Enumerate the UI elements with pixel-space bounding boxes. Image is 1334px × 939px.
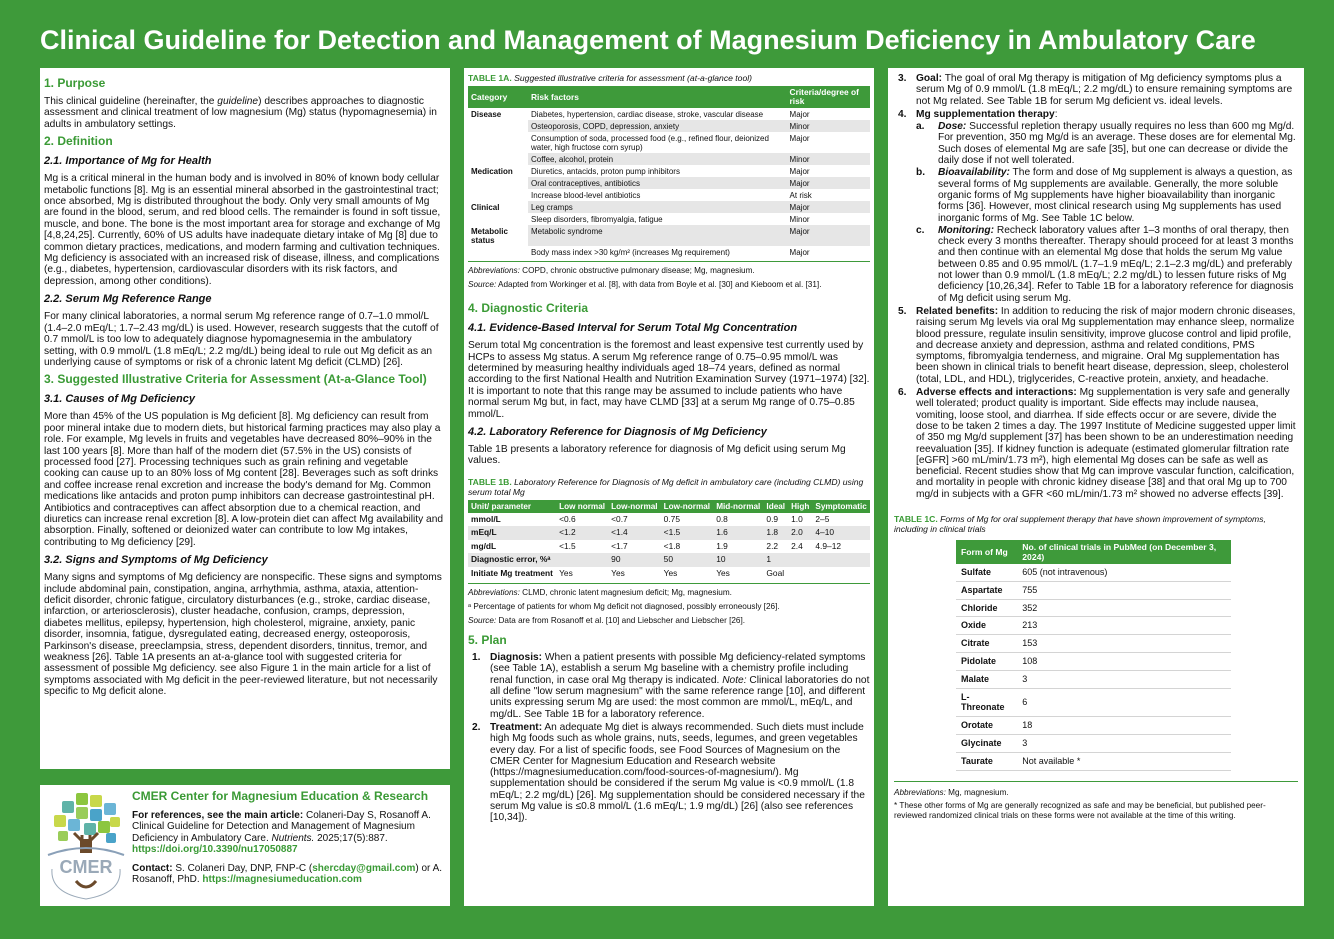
table-cell: Body mass index >30 kg/m² (increases Mg requirement)	[531, 247, 730, 257]
table-cell	[812, 553, 870, 567]
table-cell: mg/dL	[471, 540, 497, 551]
table-1b-caption: TABLE 1B. Laboratory Reference for Diagnosis of Mg deficit in ambulatory care (including CLMD) using serum total Mg	[468, 476, 864, 497]
plan-item-adverse-effects: 6. Adverse effects and interactions: Mg supplementation is very safe and generally well tolerated; product quality is important. Side effects may include nausea, vomiting, loose stool, and diarrhea. If side effects occur or are severe, divide the dose to be taken 2 times a day. The 1997 Institute of Medicine suggested upper limit of 350 mg Mg/d supplement [37] has been shown to be an underestimation needing reevaluation [35]. If kidney function is adequate (estimated glomerular filtration rate [eGFR] >60 mL/min/1.73 m²), high elemental Mg doses can be safe as well as beneficial. Recent studies show that Mg can improve vascular function, calcification, and mortality in people with chronic kidney disease [38] and that oral Mg up to 700 mg/d in subjects with a GFR <60 mL/min/1.73 m² showed no adverse effects [39].	[898, 387, 1296, 500]
table-cell: <0.7	[611, 513, 628, 524]
table-cell: 10	[713, 553, 763, 567]
table-cell: Yes	[611, 567, 625, 578]
table-cell: 4.9–12	[815, 540, 842, 551]
table-cell: 153	[1017, 635, 1231, 653]
table-row	[956, 652, 1231, 670]
table-1c-abbreviations: Abbreviations: Mg, magnesium.	[894, 787, 1009, 797]
purpose-text: This clinical guideline (hereinafter, the guideline) describes approaches to diagnostic assessment and clinical treatment of low magnesium (Mg) status (hypomagnesemia) in adults in ambulatory settings.	[44, 96, 437, 130]
plan-item-benefits: 5. Related benefits: In addition to reducing the risk of major modern chronic diseases, raising serum Mg levels via oral Mg supplementation may enhance sleep, normalize blood pressure, regulate insulin sensitivity, improve glucose control and lipid profile, and decrease anxiety and depression, asthma and related conditions, PMS symptoms, fibromyalgia tenderness, and migraine. Oral Mg supplementation has been shown in clinical trials to benefit heart disease, depression, sleep, cholesterol (total, LDL, and HDL), triglycerides, C-reactive protein, anxiety, and headache.	[898, 305, 1296, 385]
interval-heading: 4.1. Evidence-Based Interval for Serum Total Mg Concentration	[468, 322, 798, 335]
table-cell: Malate	[956, 670, 1017, 688]
table-cell: 50	[661, 553, 714, 567]
table-cell: 3	[1017, 670, 1231, 688]
table-cell: Minor	[787, 120, 870, 132]
table-cell: Major	[789, 166, 810, 176]
table-cell: 2–5	[815, 513, 830, 524]
purpose-heading: 1. Purpose	[44, 76, 106, 90]
table-cell: Sleep disorders, fibromyalgia, fatigue	[531, 214, 663, 224]
table-cell: Major	[789, 109, 810, 119]
table-cell: Aspartate	[956, 581, 1017, 599]
table-row	[468, 189, 870, 201]
table-1b-source: Source: Data are from Rosanoff et al. [10] and Liebscher and Liebscher [26].	[468, 615, 746, 625]
table-cell: 6	[1017, 688, 1231, 717]
table-cell: Increase blood-level antibiotics	[531, 190, 641, 200]
table-row	[468, 567, 870, 581]
table-cell: Goal	[766, 567, 785, 578]
table-row	[956, 617, 1231, 635]
table-cell: 755	[1017, 581, 1231, 599]
table-row	[468, 120, 870, 132]
table-cell: Diagnostic error, %ᵃ	[468, 553, 556, 567]
table-cell: Major	[787, 177, 870, 189]
diagnostic-heading: 4. Diagnostic Criteria	[468, 301, 589, 316]
table-cell: Medication	[471, 166, 513, 176]
table-cell	[468, 153, 528, 165]
references-text: For references, see the main article: Colaneri-Day S, Rosanoff A. Clinical Guideline for Detection and Management of Magnesium Deficiency in Ambulatory Care. Nutrients. 2025;17(5):887. https://doi.org/10.3390/nu17050887	[132, 810, 431, 856]
table-header: Ideal	[763, 500, 788, 513]
table-row	[956, 581, 1231, 599]
table-cell: 352	[1017, 599, 1231, 617]
table-cell: 2.0	[788, 526, 812, 540]
table-row	[956, 564, 1231, 581]
table-cell: Glycinate	[956, 734, 1017, 752]
table-cell: 90	[608, 553, 661, 567]
table-cell: Citrate	[956, 635, 1017, 653]
lab-reference-heading: 4.2. Laboratory Reference for Diagnosis of Mg Deficiency	[468, 426, 767, 439]
table-cell: <1.2	[556, 526, 608, 540]
table-cell: At risk	[789, 190, 812, 200]
definition-heading: 2. Definition	[44, 134, 113, 149]
table-cell: <1.8	[663, 540, 681, 551]
cmer-title: CMER Center for Magnesium Education & Research	[132, 789, 429, 803]
table-row	[956, 717, 1231, 735]
table-cell: Taurate	[956, 752, 1017, 770]
table-row	[468, 108, 870, 120]
table-cell: <1.5	[661, 526, 714, 540]
table-row	[468, 526, 870, 540]
website-link[interactable]: https://magnesiumeducation.com	[202, 874, 362, 886]
table-cell	[468, 132, 528, 153]
column-left	[40, 68, 450, 769]
table-cell: Leg cramps	[528, 201, 787, 213]
table-cell: 1	[763, 553, 788, 567]
table-cell: 1.8	[763, 526, 788, 540]
table-header: Low-normal	[661, 500, 714, 513]
table-cell: 108	[1017, 652, 1231, 670]
reference-range-heading: 2.2. Serum Mg Reference Range	[44, 293, 212, 306]
table-row	[468, 132, 870, 153]
table-cell: Oral contraceptives, antibiotics	[528, 177, 787, 189]
table-row	[468, 540, 870, 554]
table-row	[956, 670, 1231, 688]
table-cell: 0.8	[716, 513, 728, 524]
table-1a	[468, 86, 870, 258]
table-cell: 2.4	[791, 540, 803, 551]
table-cell: Orotate	[956, 717, 1017, 735]
table-cell: Metabolic syndrome	[528, 225, 787, 246]
table-cell: mmol/L	[471, 513, 501, 524]
reference-range-text: For many clinical laboratories, a normal serum Mg reference range of 0.7–1.0 mmol/L (1.4–2.0 mEq/L; 1.7–2.43 mg/dL) is used. However, research suggests that the cutoff of 0.7 mmol/L is too low to adequately diagnose hypomagnesemia in the ambulatory setting, with 0.9 mmol/L (1.8 mEq/L; 2.2 mg/dL) being ideal to rule out Mg deficit as an underlying cause of symptoms or risk of a chronic latent Mg deficit (CLMD) [26].	[44, 311, 439, 368]
table-row	[468, 153, 870, 165]
table-cell: 1.0	[791, 513, 803, 524]
table-header: Mid-normal	[713, 500, 763, 513]
table-row	[468, 213, 870, 225]
table-cell: <1.7	[611, 540, 628, 551]
criteria-heading: 3. Suggested Illustrative Criteria for Assessment (At-a-Glance Tool)	[44, 372, 427, 387]
table-cell	[468, 177, 528, 189]
column-right	[888, 68, 1304, 906]
signs-heading: 3.2. Signs and Symptoms of Mg Deficiency	[44, 554, 268, 567]
plan-subitem-dose: a. Dose: Successful repletion therapy usually requires no less than 600 mg Mg/d. For prevention, 350 mg Mg/d is an average. These doses are for elemental Mg. Such doses of elemental Mg are safe [35], but one can decrease or divide the daily dose if not well tolerated.	[916, 121, 1296, 167]
table-cell: 2.2	[766, 540, 779, 551]
table-cell: Yes	[663, 567, 678, 578]
cmer-text	[132, 789, 444, 885]
table-cell: 605 (not intravenous)	[1017, 564, 1231, 581]
causes-text: More than 45% of the US population is Mg deficient [8]. Mg deficiency can result from poor mineral intake due to modern diets, but historical farming practices may also play a role. For example, Mg levels in fruits and vegetables have decreased 80%–90% in the last 100 years [8]. More than half of the modern diet (57.5% in the US) consists of processed food [27]. Processing techniques such as grain refining and vegetable cooking can cause up to an 80% loss of Mg content [28]. Beverages such as soft drinks and coffee increase renal excretion and increase the body's demand for Mg. Common medications like antacids and proton pump inhibitors can decrease gastrointestinal pH. Antibiotics and contraceptives can affect absorption due to a chemical reaction, and diuretics can increase renal excretion [8]. A low-protein diet can affect Mg availability and absorption. Finally, softened or deionized water can contribute to low Mg intakes, contributing to Mg deficiency [29].	[44, 411, 444, 548]
table-cell	[468, 213, 528, 225]
column-middle	[464, 68, 874, 906]
table-cell: Major	[789, 247, 810, 257]
table-row	[468, 553, 870, 567]
table-1b-footnote: ᵃ Percentage of patients for whom Mg deficit not diagnosed, possibly erroneously [26].	[468, 601, 780, 611]
table-cell: Chloride	[956, 599, 1017, 617]
plan-subitem-bioavailability: b. Bioavailability: The form and dose of Mg supplement is always a question, as several forms of Mg supplements are available. Generally, the more soluble organic forms of Mg supplements have higher bioavailability than inorganic forms [36]. However, most clinical research using Mg supplements has used inorganic forms of Mg. See Table 1C below.	[916, 167, 1293, 224]
plan-item-treatment: 2. Treatment: An adequate Mg diet is always recommended. Such diets must include high Mg foods such as whole grains, nuts, seeds, legumes, and green vegetables every day. For a list of specific foods, see Food Sources of Magnesium on the CMER Center for Magnesium Education and Research website (https://magnesiumeducation.com/food-sources-of-magnesium/). Mg supplementation should be considered if the serum Mg value is <0.9 mmol/L (1.8 mEq/L; 2.2 mg/dL) [26]. Mg supplementation should be considered necessary if the serum Mg value is ≤0.8 mmol/L (1.6 mEq/L; 1.9 mg/dL) [26] (also see references [10,34]).	[472, 721, 865, 824]
table-cell: Metabolic status	[471, 226, 508, 245]
table-cell: Major	[787, 201, 870, 213]
table-header: Low normal	[556, 500, 608, 513]
table-cell: Osteoporosis, COPD, depression, anxiety	[528, 120, 787, 132]
table-cell: 1.9	[716, 540, 728, 551]
table-1a-caption: TABLE 1A. Suggested illustrative criteria for assessment (at-a-glance tool)	[468, 73, 753, 83]
table-cell: 3	[1017, 734, 1231, 752]
table-1b	[468, 500, 870, 581]
table-cell	[812, 567, 870, 581]
cmer-logo-icon	[46, 789, 126, 901]
table-cell: Yes	[559, 567, 573, 578]
table-row	[956, 688, 1231, 717]
table-cell: Coffee, alcohol, protein	[528, 153, 787, 165]
table-1b-abbreviations: Abbreviations: CLMD, chronic latent magnesium deficit; Mg, magnesium.	[468, 588, 732, 598]
table-cell	[468, 246, 528, 258]
table-cell: Minor	[787, 153, 870, 165]
table-cell: Initiate Mg treatment	[471, 567, 553, 578]
table-header: Unit/ parameter	[468, 500, 556, 513]
table-cell: Major	[789, 133, 810, 143]
signs-text: Many signs and symptoms of Mg deficiency are nonspecific. These signs and symptoms include abdominal pain, constipation, angina, arrhythmia, asthma, ataxia, attention-deficit disorder, chronic fatigue, circulatory disturbances (e.g., stroke, cardiac disease, infarction, or arteriosclerosis), cluster headache, confusion, cramps, depression, diabetes mellitus, epilepsy, hypertension, high cholesterol, migraine, anxiety, panic disorder, insomnia, fatigue, dysregulated eating, decreased energy, osteoporosis, Parkinson's disease, preeclampsia, stress, dependent disorders, tinnitus, tremor, and weakness [26]. Table 1A presents an at-a-glance tool with suggested criteria for assessment of possible Mg deficiency. see also Figure 1 in the main article for a list of symptoms associated with Mg deficit in the peer-reviewed literature, but not necessarily specific to Mg deficit alone.	[44, 572, 442, 698]
table-header: Form of Mg	[956, 540, 1017, 564]
table-cell: 18	[1017, 717, 1231, 735]
table-cell: 1.6	[713, 526, 763, 540]
table-cell: Diabetes, hypertension, cardiac disease, stroke, vascular disease	[531, 109, 764, 119]
table-cell: Not available *	[1017, 752, 1231, 770]
table-row	[468, 513, 870, 527]
table-cell: Oxide	[956, 617, 1017, 635]
table-1a-abbreviations: Abbreviations: COPD, chronic obstructive pulmonary disease; Mg, magnesium.	[468, 266, 755, 275]
table-header: Risk factors	[528, 86, 787, 108]
doi-link[interactable]: https://doi.org/10.3390/nu17050887	[132, 844, 298, 856]
table-cell: 4–10	[812, 526, 870, 540]
plan-heading: 5. Plan	[468, 633, 507, 648]
table-row	[956, 734, 1231, 752]
table-cell	[468, 189, 528, 201]
plan-item-supplementation: 4. Mg supplementation therapy: a. Dose: Successful repletion therapy usually requires no less than 600 mg Mg/d. For prevention, 350 mg Mg/d is an average. These doses are for elemental Mg. Such doses of elemental Mg are safe [35], but one can decrease or divide the daily dose if not well tolerated. b. Bioavailability: The form and dose of Mg supplement is always a question, as several forms of Mg supplements are available. Generally, the more soluble organic forms of Mg supplements have higher bioavailability than inorganic forms [36]. However, most clinical research using Mg supplements has used inorganic forms of Mg. See Table 1C below. c. Monitoring: Recheck laboratory values after 1–3 months of oral therapy, then check every 3 months thereafter. Therapy should proceed for at least 3 months and then continue with an elemental Mg dose that holds the serum Mg value between 0.85 and 0.95 mmol/L (1.7–1.9 mEq/L; 2.1–2.3 mg/dL) and preferably not lower than 0.9 mmol/L (1.8 mEq/L; 2.2 mg/dL) to lessen future risks of Mg deficiency [10,26,34]. Refer to Table 1B for a laboratory reference for diagnosis of Mg deficit using serum Mg.	[894, 109, 1298, 304]
table-1a-source: Source: Adapted from Workinger et al. [8], with data from Boyle et al. [30] and Kieboom et al. [31].	[468, 279, 822, 289]
table-cell: Yes	[716, 567, 730, 578]
table-cell: <1.4	[608, 526, 661, 540]
table-row	[468, 225, 870, 246]
table-1c-caption: TABLE 1C. Forms of Mg for oral supplement therapy that have shown improvement of symptoms, including in clinical trials	[894, 513, 1266, 534]
table-row	[468, 165, 870, 177]
table-cell: Major	[787, 225, 870, 246]
table-cell	[468, 120, 528, 132]
interval-text: Serum total Mg concentration is the foremost and least expensive test currently used by HCPs to assess Mg status. A serum Mg reference range of 0.75–0.95 mmol/L was determined by measuring healthy individuals aged 18–74 years, defined as normal according to the first National Health and Nutrition Examination Survey (1971–1974) [32]. It is important to note that this range may be assumed to include patients who have normal serum Mg but, in fact, may have CLMD [33] at a serum Mg range of 0.75–0.85 mmol/L.	[468, 340, 870, 420]
table-row	[956, 752, 1231, 770]
page-title: Clinical Guideline for Detection and Management of Magnesium Deficiency in Ambulatory Care	[40, 25, 1256, 55]
plan-item-diagnosis: 1. Diagnosis: When a patient presents with possible Mg deficiency-related symptoms (see Table 1A), establish a serum Mg baseline with a chemistry profile including renal function, in case oral Mg therapy is indicated. Note: Clinical laboratories do not all define "low serum magnesium" with the same reference range [10], and different units expressing serum Mg are used: the most common are mmol/L, mEq/L, and mg/dL. See Table 1B for a laboratory reference.	[472, 652, 870, 720]
table-cell	[788, 553, 812, 567]
table-header: No. of clinical trials in PubMed (on December 3, 2024)	[1017, 540, 1231, 564]
table-row	[468, 177, 870, 189]
table-cell: Clinical	[471, 202, 500, 212]
table-cell: <0.6	[559, 513, 576, 524]
table-1c	[956, 540, 1231, 771]
table-cell: <1.5	[559, 540, 576, 551]
email-link[interactable]: shercday@gmail.com	[312, 862, 416, 874]
table-header: Low-normal	[608, 500, 661, 513]
plan-list-part1	[468, 652, 870, 823]
table-row	[468, 246, 870, 258]
table-header: High	[788, 500, 812, 513]
table-1c-footnote: * These other forms of Mg are generally recognized as safe and may be beneficial, but published peer-reviewed randomized clinical trials on these forms were not available at the time of this writing.	[894, 801, 1266, 820]
cmer-logo-text: CMER	[59, 857, 113, 877]
table-cell: Pidolate	[956, 652, 1017, 670]
causes-heading: 3.1. Causes of Mg Deficiency	[44, 393, 195, 406]
table-cell: Consumption of soda, processed food (e.g., refined flour, deionized water, high fructose corn syrup)	[531, 133, 769, 152]
table-cell: mEq/L	[468, 526, 556, 540]
table-header: Category	[468, 86, 528, 108]
importance-heading: 2.1. Importance of Mg for Health	[44, 155, 212, 168]
table-header: Criteria/degree of risk	[787, 86, 870, 108]
table-cell: 213	[1017, 617, 1231, 635]
table-header: Symptomatic	[812, 500, 870, 513]
table-cell: L-Threonate	[956, 688, 1017, 717]
table-cell: Diuretics, antacids, proton pump inhibitors	[531, 166, 680, 176]
table-row	[956, 635, 1231, 653]
importance-text: Mg is a critical mineral in the human body and is involved in 80% of known body cellular metabolic functions [8]. Mg is an essential mineral absorbed in the gastrointestinal tract; once absorbed, Mg is distributed throughout the body. Only very small amounts of Mg are found in the blood, serum, and red blood cells. The remainder is found in soft tissue, muscle, and bone. The bone is the most important area for storage and exchange of Mg [4,8,24,25]. Currently, 60% of US adults have inadequate dietary intake of Mg [8] due to common dietary practices, medications, and modern farming and cultivation techniques. Mg deficiency is associated with an increased risk of disease, illness, and complications (e.g., diabetes, hypertension, cardiovascular disorders with its risk factors, and depression, among other conditions).	[44, 173, 441, 287]
table-row	[468, 201, 870, 213]
plan-subitem-monitoring: c. Monitoring: Recheck laboratory values after 1–3 months of oral therapy, then check every 3 months thereafter. Therapy should proceed for at least 3 months and then continue with an elemental Mg dose that holds the serum Mg value between 0.85 and 0.95 mmol/L (1.7–1.9 mEq/L; 2.1–2.3 mg/dL) and preferably not lower than 0.9 mmol/L (1.8 mEq/L; 2.2 mg/dL) to lessen future risks of Mg deficiency [10,26,34]. Refer to Table 1B for a laboratory reference for diagnosis of Mg deficit using serum Mg.	[916, 224, 1294, 304]
contact-text: Contact: S. Colaneri Day, DNP, FNP-C (shercday@gmail.com) or A. Rosanoff, PhD. https://magnesiumeducation.com	[132, 862, 443, 886]
table-cell: Disease	[471, 109, 502, 119]
cmer-box	[40, 785, 450, 906]
table-row	[956, 599, 1231, 617]
table-cell: Minor	[789, 214, 810, 224]
plan-list-part2	[894, 73, 1298, 500]
plan-item-goal: 3. Goal: The goal of oral Mg therapy is mitigation of Mg deficiency symptoms plus a serum Mg of 0.9 mmol/L (1.8 mEq/L; 2.2 mg/dL) to ensure remaining symptoms are not Mg related. See Table 1B for serum Mg deficient vs. ideal levels.	[898, 73, 1293, 107]
lab-reference-text: Table 1B presents a laboratory reference for diagnosis of Mg deficit using serum Mg values.	[468, 444, 846, 467]
table-cell: Sulfate	[956, 564, 1017, 581]
table-cell	[556, 553, 608, 567]
table-cell	[788, 567, 812, 581]
table-cell: 0.9	[766, 513, 779, 524]
table-cell: 0.75	[663, 513, 680, 524]
